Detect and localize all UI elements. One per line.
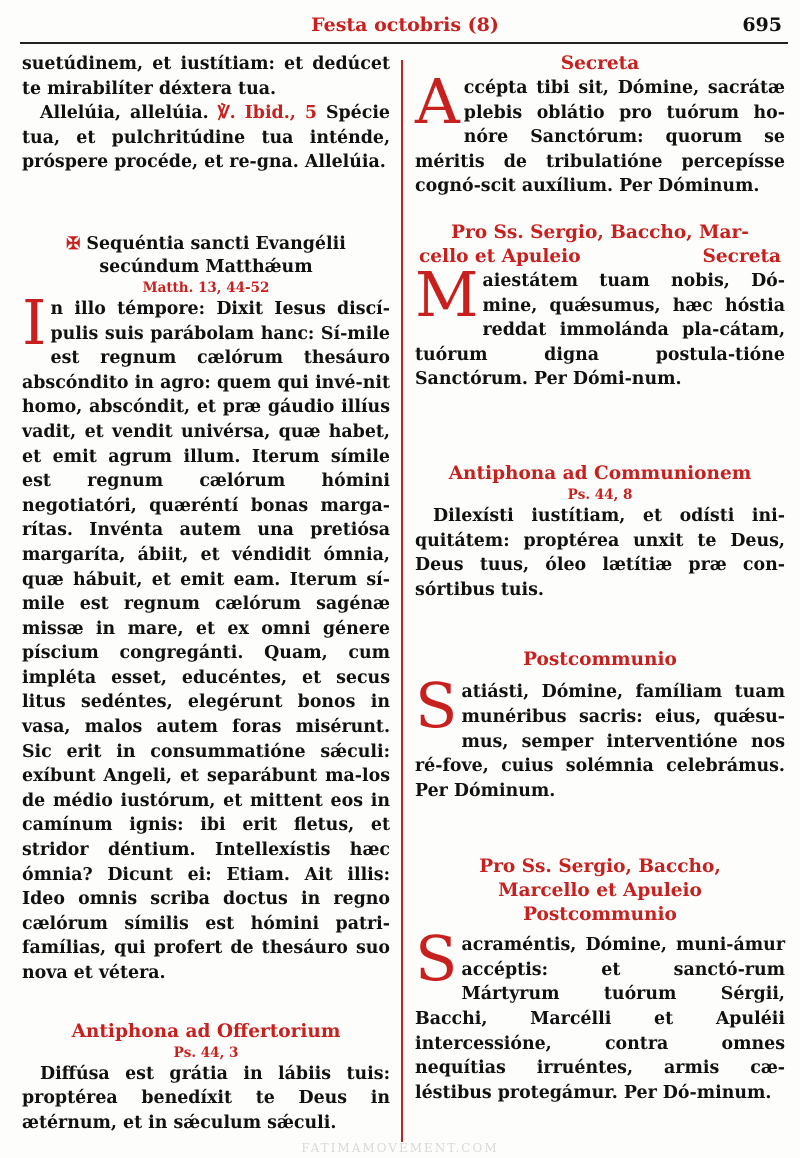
gospel-reference: Matth. 13, 44-52 xyxy=(142,279,270,296)
communion-heading: Antiphona ad Communionem xyxy=(448,462,752,484)
spacer xyxy=(22,986,390,1020)
spacer xyxy=(22,175,390,233)
gradual-continuation: suetúdinem, et iustítiam: et dedúcet te mirabilíter déxtera tua. xyxy=(22,54,390,99)
saints-post-heading-line-3: Postcommunio xyxy=(523,904,677,926)
gospel-heading xyxy=(22,233,390,279)
gospel-cross-icon: ✠ xyxy=(66,233,81,254)
saints-secreta-heading xyxy=(415,221,785,269)
secreta-text xyxy=(415,65,785,199)
secreta-heading: Secreta xyxy=(560,53,640,74)
header-rule xyxy=(20,42,788,44)
drop-cap-s: S xyxy=(415,669,458,743)
alleluia-text: Spécie tua, et pulchritúdine tua inténde, próspere procéde, et re-gna. Allelúia. xyxy=(22,103,390,173)
postcommunio-body: atiásti, Dómine, famíliam tuam munéribus sacris: eius, quǽsu-mus, semper interventióne nos ré-fove, cuius solémnia celebrámus. Per Dóminum. xyxy=(415,682,785,801)
spacer xyxy=(415,199,785,221)
page-number: 695 xyxy=(742,14,782,36)
postcommunio-heading: Postcommunio xyxy=(523,649,677,671)
saints-postcommunio-text xyxy=(415,922,785,1105)
column-divider xyxy=(401,60,403,1142)
communion-reference: Ps. 44, 8 xyxy=(567,486,633,503)
postcommunio-text xyxy=(415,669,785,803)
gospel-body: n illo témpore: Dixit Iesus discí-pulis suis parábolam hanc: Sí-mile est regnum cælórum thesáuro abscóndito in agro: quem qui invé-nit homo, abscóndit, et præ gáudio illíus vadit, et vendit univérsa, quæ habet, et emit agrum illum. Iterum símile est regnum cælórum hómini negotiatóri, quæréntí bonas marga-rítas. Invénta autem una pretiósa margaríta, ábiit, et véndidit ómnia, quæ hábuit, et emit eam. Iterum sí-mile est regnum cælórum sagénæ missæ in mare, et ex omni génere píscium congregánti. Quam, cum impléta esset, educéntes, et secus litus sedéntes, elegérunt bonos in vasa, malos autem foras misérunt. Sic erit in consummatióne sǽculi: exíbunt Angeli, et separábunt ma-los de médio iustórum, et mittent eos in camínum ignis: ibi erit fletus, et stridor déntium. Intellexístis hæc ómnia? Dicunt ei: Etiam. Ait illis: Ideo omnis scriba doctus in regno cælórum símilis est hómini patri-famílias, qui profert de thesáuro suo nova et vétera. xyxy=(22,298,390,983)
spacer xyxy=(415,602,785,648)
secreta-body: ccépta tibi sit, Dómine, sacrátæ plebis oblátio pro tuórum ho-nóre Sanctórum: quorum se méritis de tribulatióne percepísse cognó-scit auxílium. Per Dóminum. xyxy=(415,78,785,197)
saints-secreta-body: aiestátem tuam nobis, Dó-mine, quǽsumus, hæc hóstia reddat immolánda pla-cátam, tuórum digna postula-tióne Sanctórum. Per Dómi-num. xyxy=(415,270,785,390)
saints-secreta-heading-line-2 xyxy=(415,245,785,269)
header-title: Festa octobris (8) xyxy=(311,14,499,36)
spacer xyxy=(415,392,785,462)
watermark: FATIMAMOVEMENT.COM xyxy=(301,1141,499,1155)
alleluia-verse xyxy=(22,101,390,175)
saints-post-heading-line-1: Pro Ss. Sergio, Baccho, xyxy=(479,856,721,878)
spacer xyxy=(415,803,785,855)
saints-secreta-text xyxy=(415,257,785,392)
gospel-title-line-1: Sequéntia sancti Evangélii xyxy=(86,233,346,254)
alleluia-lead: Allelúia, allelúia. xyxy=(40,103,209,124)
communion-text: Dilexísti iustítiam, et odísti ini-quitátem: proptérea unxit te Deus, Deus tuus, óleo lætítiæ præ con-sórtibus tuis. xyxy=(415,505,785,600)
gospel-title-line-2: secúndum Matthǽum xyxy=(99,256,313,277)
left-column xyxy=(22,52,390,1135)
saints-post-heading-line-2: Marcello et Apuleio xyxy=(498,880,702,902)
offertory-reference: Ps. 44, 3 xyxy=(173,1044,239,1061)
saints-secreta-heading-line-1: Pro Ss. Sergio, Baccho, Mar- xyxy=(451,221,749,243)
drop-cap-i: I xyxy=(22,285,47,359)
saints-postcommunio-heading xyxy=(415,855,785,927)
secreta-label: Secreta xyxy=(702,245,781,267)
saints-names: cello et Apuleio xyxy=(419,245,581,267)
drop-cap-m: M xyxy=(415,257,479,331)
offertory-heading: Antiphona ad Offertorium xyxy=(71,1020,341,1042)
drop-cap-s-2: S xyxy=(415,922,458,996)
offertory-text: Diffúsa est grátia in lábiis tuis: proptérea benedíxit te Deus in ætérnum, et in sǽculum sǽculi. xyxy=(22,1063,390,1133)
right-column xyxy=(415,52,785,1105)
saints-postcommunio-body: acraméntis, Dómine, muni-ámur accéptis: et sanctó-rum Mártyrum tuórum Sérgii, Bacchi, Marcélli et Apuléii intercessióne, contra omnes nequítias irruéntes, armis cæ-léstibus protegámur. Per Dó-minum. xyxy=(415,935,785,1103)
page-header xyxy=(20,0,790,38)
versicle-reference: ℣. Ibid., 5 xyxy=(217,103,317,124)
drop-cap-a: A xyxy=(415,65,460,138)
